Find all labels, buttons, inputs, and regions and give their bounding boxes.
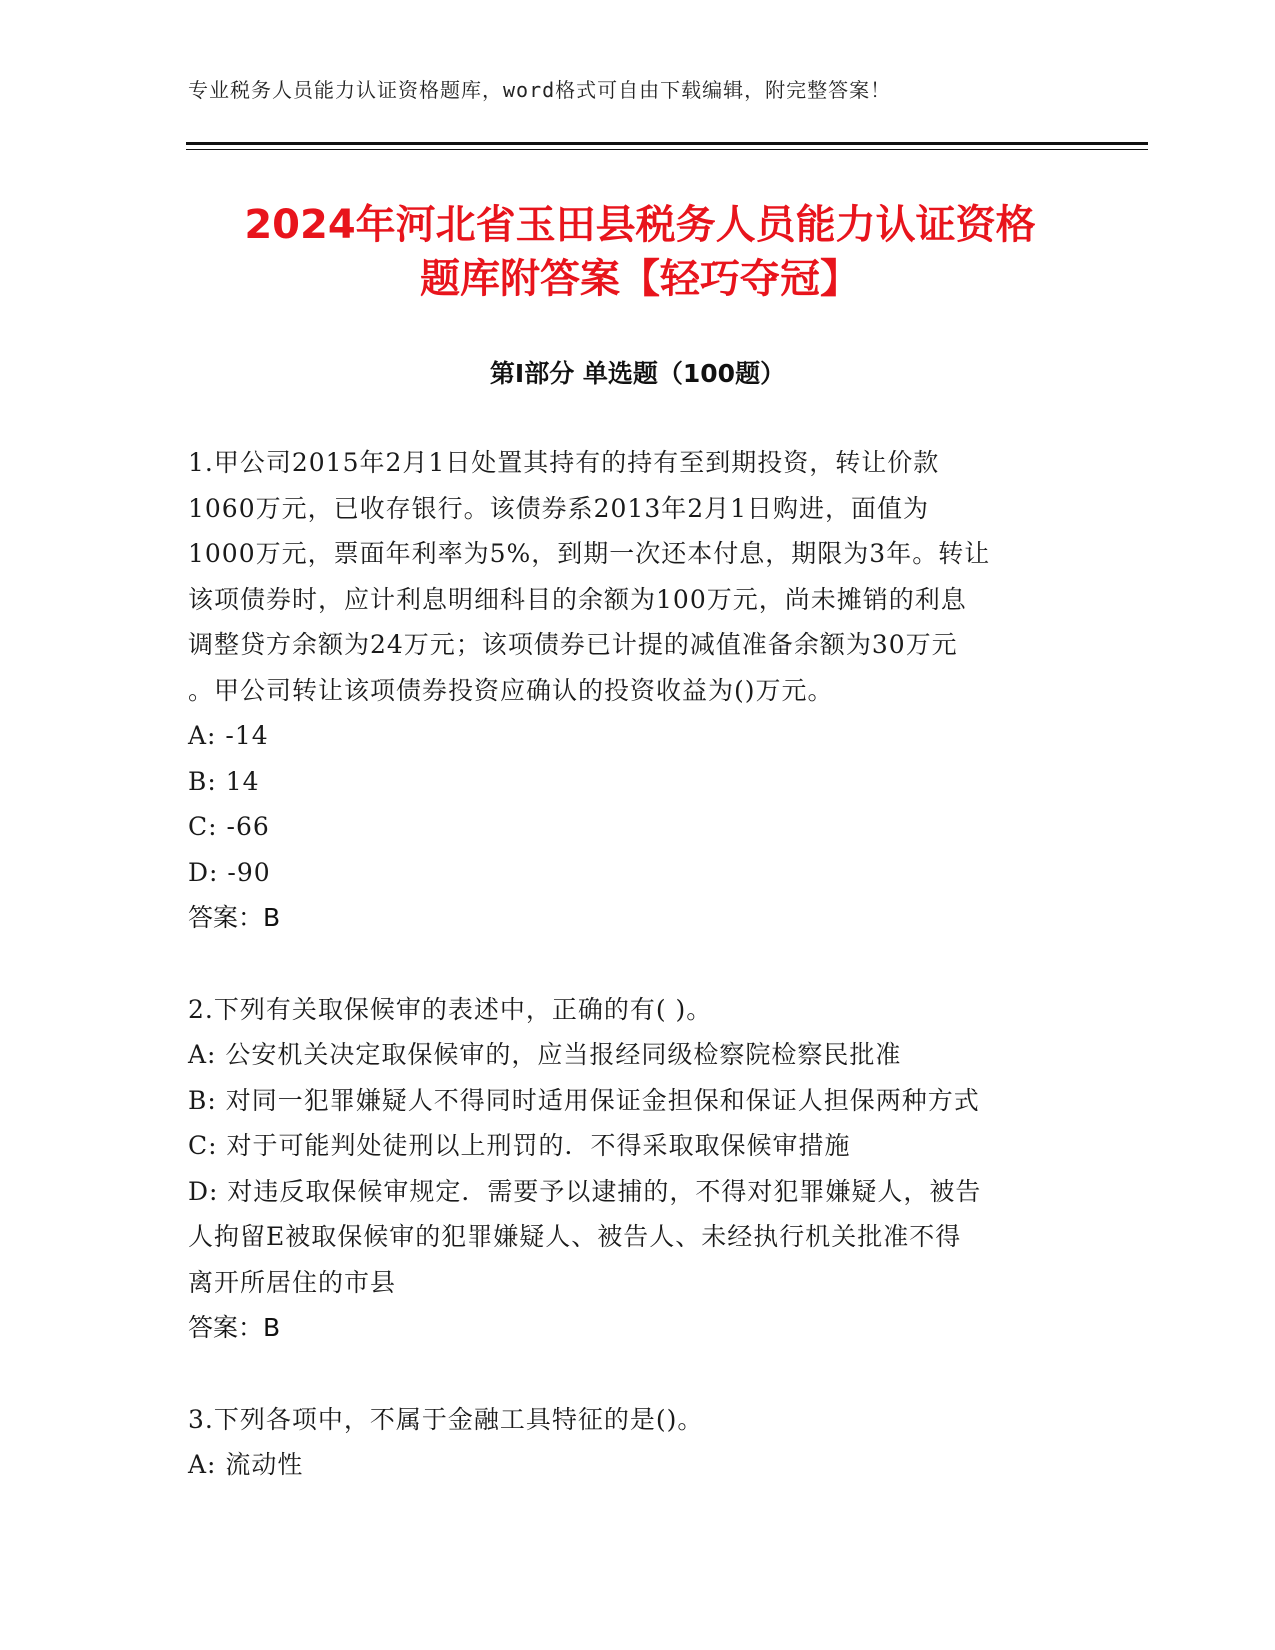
- question-2-stem-line: 2.下列有关取保候审的表述中，正确的有( )。: [188, 994, 713, 1024]
- question-1: [188, 440, 1068, 941]
- document-title-line-2: 题库附答案【轻巧夺冠】: [420, 256, 860, 302]
- header-rule-thick: [186, 142, 1148, 145]
- question-2-option-a: A: 公安机关决定取保候审的，应当报经同级检察院检察民批准: [188, 1040, 902, 1069]
- header-rule-thin: [186, 149, 1148, 150]
- question-1-option-a: A: -14: [188, 721, 269, 750]
- question-1-stem-line: 该项债券时，应计利息明细科目的余额为100万元，尚未摊销的利息: [188, 584, 967, 614]
- question-2-answer: 答案：B: [188, 1313, 281, 1342]
- question-3-stem-line: 3.下列各项中，不属于金融工具特征的是()。: [188, 1404, 704, 1434]
- document-title: [190, 198, 1090, 306]
- question-2: [188, 987, 1068, 1351]
- question-2-option-d-cont: 离开所居住的市县: [188, 1267, 397, 1297]
- question-3: [188, 1397, 1068, 1488]
- question-2-option-c: C: 对于可能判处徒刑以上刑罚的．不得采取取保候审措施: [188, 1131, 851, 1160]
- header-note: 专业税务人员能力认证资格题库，word格式可自由下载编辑，附完整答案！: [188, 78, 892, 102]
- question-1-stem-line: 调整贷方余额为24万元；该项债券已计提的减值准备余额为30万元: [188, 630, 958, 659]
- question-1-stem-line: 1.甲公司2015年2月1日处置其持有的持有至到期投资，转让价款: [188, 448, 940, 477]
- question-list: [188, 440, 1068, 1534]
- question-1-stem-line: 。甲公司转让该项债券投资应确认的投资收益为()万元。: [188, 675, 834, 705]
- question-1-option-b: B: 14: [188, 766, 260, 796]
- question-2-option-d-cont: 人拘留E被取保候审的犯罪嫌疑人、被告人、未经执行机关批准不得: [188, 1222, 962, 1251]
- document-title-line-1: 2024年河北省玉田县税务人员能力认证资格: [244, 202, 1036, 248]
- question-1-option-d: D: -90: [188, 857, 271, 887]
- question-3-option-a: A: 流动性: [188, 1450, 304, 1479]
- question-1-stem-line: 1000万元，票面年利率为5%，到期一次还本付息，期限为3年。转让: [188, 539, 991, 568]
- question-1-option-c: C: -66: [188, 812, 270, 841]
- question-2-option-d: D: 对违反取保候审规定．需要予以逮捕的，不得对犯罪嫌疑人，被告: [188, 1176, 982, 1206]
- section-title: 第I部分 单选题（100题）: [489, 359, 786, 388]
- question-1-answer: 答案：B: [188, 903, 281, 932]
- question-2-option-b: B: 对同一犯罪嫌疑人不得同时适用保证金担保和保证人担保两种方式: [188, 1085, 980, 1115]
- question-1-stem-line: 1060万元，已收存银行。该债券系2013年2月1日购进，面值为: [188, 493, 930, 523]
